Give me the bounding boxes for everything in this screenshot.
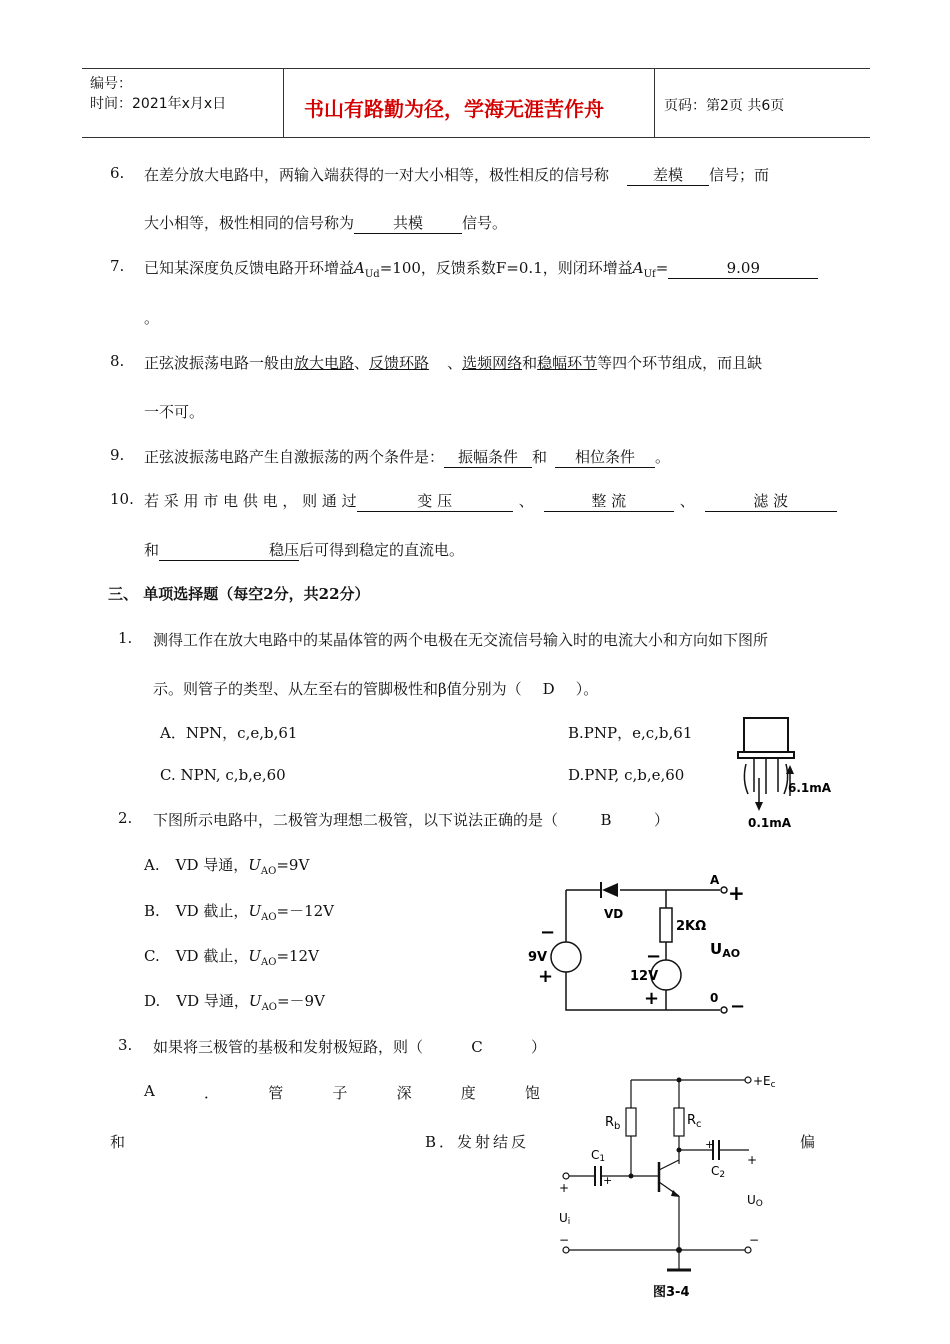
- output-label: [710, 940, 740, 960]
- item-text: =100，反馈系数F=0.1，则闭环增益: [379, 259, 633, 277]
- variable-sub: c: [696, 1119, 702, 1130]
- plus-sign: +: [644, 988, 660, 1009]
- item-text: 信号；而: [709, 166, 770, 184]
- item-text: 示。则管子的类型、从左至右的管脚极性和β值分别为（: [153, 680, 522, 698]
- variable-sub: AO: [722, 947, 741, 960]
- minus-sign: −: [749, 1233, 760, 1247]
- variable-sub: AO: [260, 866, 277, 877]
- component-label: 12V: [630, 969, 659, 984]
- item-text: 后可得到稳定的直流电。: [299, 541, 465, 559]
- plus-sign: +: [559, 1181, 570, 1195]
- option-a: A．NPN，c,e,b,61: [160, 724, 298, 742]
- variable-sub: Uf: [643, 269, 656, 280]
- item-number: 9.: [110, 446, 125, 464]
- item-text: 如果将三极管的基极和发射极短路，则（: [153, 1038, 424, 1056]
- component-label: [711, 1164, 725, 1180]
- item-number: 6.: [110, 164, 125, 182]
- component-label: [591, 1148, 605, 1164]
- variable: U: [559, 1211, 568, 1225]
- variable-sub: 1: [599, 1154, 606, 1164]
- item-text: 、: [518, 492, 534, 510]
- resistor-icon: [626, 1108, 636, 1136]
- option-d: [144, 990, 325, 1013]
- current-label: 6.1mA: [788, 781, 832, 795]
- option-char: 深: [396, 1084, 412, 1102]
- supply-label: [753, 1074, 776, 1090]
- option-c: C. NPN, c,b,e,60: [160, 766, 286, 784]
- variable: U: [248, 992, 262, 1010]
- option-c: [144, 945, 319, 968]
- item-text: VD 导通，: [176, 992, 249, 1010]
- transistor-body: [744, 718, 788, 752]
- item-text: VD 导通，: [175, 856, 249, 874]
- component-label: [605, 1115, 620, 1132]
- component-label: 2KΩ: [676, 919, 707, 934]
- transistor-flange: [738, 752, 794, 758]
- option-letter: B.: [144, 902, 160, 920]
- answer-blank: 差模: [627, 166, 709, 186]
- answer-blank: 共模: [354, 214, 462, 234]
- item-text: 和: [144, 541, 160, 559]
- variable-sub: 2: [719, 1170, 726, 1180]
- item-text: 下图所示电路中，二极管为理想二极管，以下说法正确的是（: [153, 811, 559, 829]
- item-text: =: [655, 259, 669, 277]
- answer-blank: 变 压: [357, 492, 513, 512]
- variable: +E: [753, 1074, 771, 1088]
- variable: R: [687, 1113, 697, 1128]
- option-b: B．发射结反: [425, 1133, 530, 1151]
- current-label: 0.1mA: [748, 816, 792, 830]
- voltage-source-icon: [551, 942, 581, 972]
- item-text: 。: [655, 448, 671, 466]
- variable: U: [710, 940, 723, 958]
- option-a: [144, 1082, 540, 1103]
- item-text: 已知某深度负反馈电路开环增益: [144, 259, 355, 277]
- variable-sub: i: [567, 1217, 571, 1227]
- terminal-icon: [721, 1007, 727, 1013]
- fill-item-10-line2: [144, 539, 464, 561]
- answer-text: B: [600, 811, 612, 829]
- fill-item-7: [144, 257, 818, 280]
- amplifier-circuit-figure: [555, 1072, 795, 1298]
- item-text: 。: [144, 309, 160, 327]
- header-page: 页码：第2页 共6页: [664, 98, 785, 114]
- header-motto: 书山有路勤为径，学海无涯苦作舟: [304, 97, 604, 121]
- output-label: [747, 1193, 763, 1209]
- plus-sign: +: [603, 1174, 613, 1187]
- variable-sub: AO: [261, 912, 277, 923]
- fill-item-8: [144, 352, 762, 373]
- option-d: D.PNP, c,b,e,60: [568, 766, 685, 784]
- input-label: [559, 1211, 570, 1227]
- variable-sub: Ud: [364, 269, 380, 280]
- answer-blank: 稳压: [159, 541, 299, 561]
- plus-sign: +: [747, 1153, 758, 1167]
- answer-text: C: [471, 1038, 483, 1056]
- terminal-icon: [563, 1173, 569, 1179]
- option-letter: D.: [144, 992, 161, 1010]
- question-text: [153, 1036, 546, 1057]
- variable: U: [747, 1193, 756, 1207]
- variable: U: [248, 947, 262, 965]
- option-char: ．: [204, 1084, 220, 1102]
- item-text: 偏: [800, 1133, 816, 1151]
- fill-item-10: [144, 490, 837, 512]
- item-number: 8.: [110, 352, 125, 370]
- answer-blank: 放大电路: [294, 354, 355, 372]
- item-text: =－12V: [276, 902, 335, 920]
- plus-sign: +: [538, 966, 554, 987]
- item-text: 一不可。: [144, 403, 205, 421]
- option-char: 度: [460, 1084, 476, 1102]
- question-text: 测得工作在放大电路中的某晶体管的两个电极在无交流信号输入时的电流大小和方向如下图所: [153, 631, 769, 649]
- variable: C: [711, 1164, 720, 1178]
- plus-sign: +: [728, 881, 745, 905]
- item-text: VD 截止，: [175, 902, 249, 920]
- terminal-icon: [745, 1077, 751, 1083]
- minus-sign: −: [559, 1233, 570, 1247]
- item-text: 大小相等，极性相同的信号称为: [144, 214, 355, 232]
- answer-blank: 滤 波: [705, 492, 837, 512]
- item-text: 等四个环节组成，而且缺: [597, 354, 763, 372]
- item-text: VD 截止，: [175, 947, 249, 965]
- item-text: 和: [522, 354, 538, 372]
- variable: A: [632, 259, 644, 277]
- variable-sub: O: [755, 1199, 763, 1209]
- option-b: B.PNP，e,c,b,61: [568, 724, 693, 742]
- variable-sub: c: [770, 1080, 776, 1090]
- terminal-icon: [721, 887, 727, 893]
- option-b: [144, 900, 334, 923]
- component-label: VD: [604, 907, 624, 921]
- item-text: =12V: [276, 947, 319, 965]
- option-letter: A.: [144, 856, 160, 874]
- variable: R: [605, 1115, 615, 1130]
- item-text: 若 采 用 市 电 供 电 ， 则 通 过: [144, 492, 357, 510]
- header-divider: [283, 69, 284, 137]
- item-text: 正弦波振荡电路产生自激振荡的两个条件是：: [144, 448, 445, 466]
- item-number: 1.: [118, 629, 133, 647]
- answer-blank: 振幅条件: [444, 448, 532, 468]
- figure-caption: 图3-4: [653, 1285, 690, 1298]
- variable: A: [354, 259, 365, 277]
- minus-sign: −: [540, 922, 556, 943]
- option-char: 子: [332, 1084, 348, 1102]
- option-char: 管: [268, 1084, 284, 1102]
- diode-icon: [601, 882, 618, 898]
- option-letter: C.: [144, 947, 160, 965]
- question-text: [153, 678, 598, 699]
- section-title: 三、 单项选择题（每空2分，共22分）: [108, 585, 370, 603]
- answer-blank: 选频网络: [462, 354, 523, 372]
- item-text: 信号。: [462, 214, 508, 232]
- variable-sub: b: [614, 1121, 621, 1132]
- variable: C: [591, 1148, 600, 1162]
- answer-text: D: [542, 680, 555, 698]
- item-text: 正弦波振荡电路一般由: [144, 354, 295, 372]
- fill-item-6-line2: [144, 212, 507, 234]
- item-text: ）: [654, 811, 670, 829]
- minus-sign: −: [646, 946, 662, 967]
- component-label: 9V: [528, 950, 548, 965]
- node-label: 0: [710, 991, 719, 1005]
- item-number: 2.: [118, 809, 133, 827]
- header-divider: [654, 69, 655, 137]
- variable-sub: AO: [261, 957, 277, 968]
- answer-blank: 反馈环路: [369, 354, 430, 372]
- question-text: [153, 809, 669, 830]
- page-header: [82, 68, 870, 138]
- item-text: 和: [110, 1133, 126, 1151]
- resistor-icon: [660, 908, 672, 942]
- component-label: [687, 1113, 702, 1130]
- item-text: ）: [531, 1038, 547, 1056]
- item-text: =－9V: [276, 992, 325, 1010]
- answer-blank: 稳幅环节: [537, 354, 598, 372]
- answer-blank: 9.09: [668, 259, 818, 279]
- answer-blank: 相位条件: [555, 448, 655, 468]
- header-time: 时间：2021年x月x日: [90, 96, 227, 112]
- transistor-figure: [728, 712, 848, 836]
- diode-circuit-figure: [520, 870, 760, 1020]
- resistor-icon: [674, 1108, 684, 1136]
- item-number: 3.: [118, 1036, 133, 1054]
- terminal-icon: [745, 1247, 751, 1253]
- option-a: [144, 854, 309, 877]
- variable-sub: AO: [261, 1002, 277, 1013]
- minus-sign: −: [730, 996, 746, 1017]
- item-text: 和: [532, 448, 548, 466]
- terminal-icon: [563, 1247, 569, 1253]
- option-char: A: [144, 1082, 155, 1100]
- plus-sign: +: [705, 1138, 715, 1151]
- option-char: 饱: [524, 1084, 540, 1102]
- item-text: 在差分放大电路中，两输入端获得的一对大小相等，极性相反的信号称: [144, 166, 610, 184]
- answer-blank: 整 流: [544, 492, 674, 512]
- variable: U: [248, 902, 262, 920]
- fill-item-6: [144, 164, 769, 186]
- item-number: 10.: [110, 490, 134, 508]
- item-text: ）。: [575, 680, 599, 698]
- item-text: 、: [679, 492, 695, 510]
- item-text: 、: [354, 354, 370, 372]
- item-number: 7.: [110, 257, 125, 275]
- item-text: =9V: [276, 856, 310, 874]
- header-number: 编号：: [90, 76, 132, 92]
- node-label: A: [710, 873, 720, 887]
- item-text: 、: [447, 354, 463, 372]
- fill-item-9: [144, 446, 670, 468]
- variable: U: [248, 856, 261, 874]
